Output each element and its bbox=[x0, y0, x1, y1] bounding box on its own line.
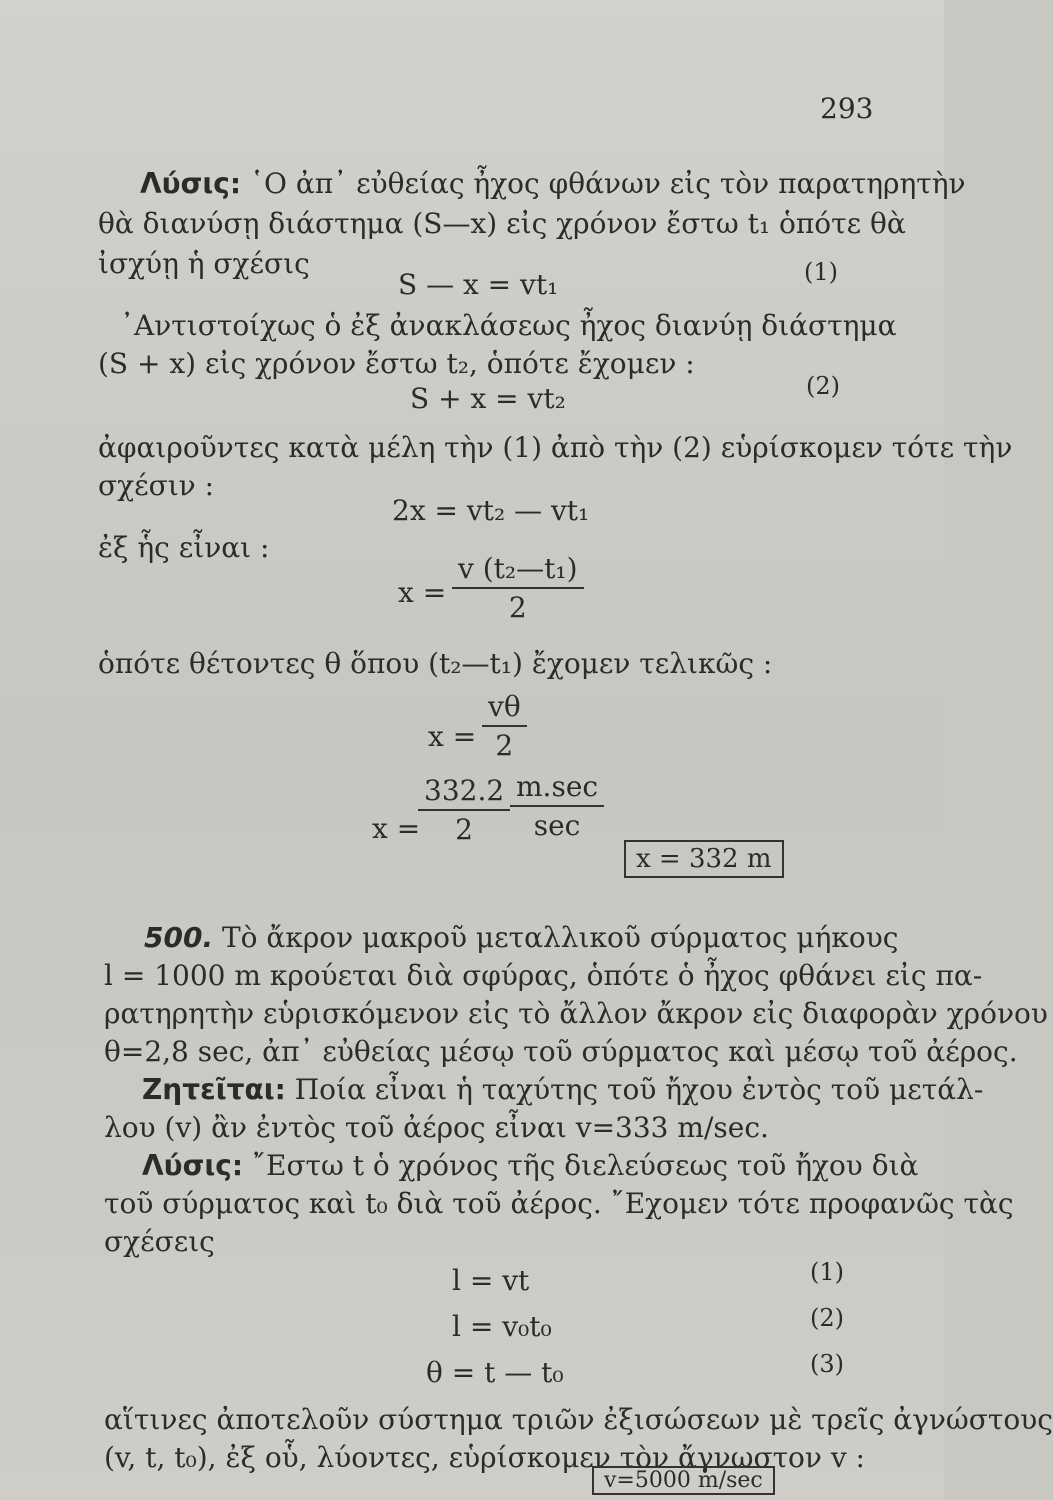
solution2-equation-3-tag: (3) bbox=[810, 1350, 844, 1378]
equation-6-numerator-2: m.sec bbox=[516, 770, 599, 803]
asked-label: Ζητεῖται: bbox=[142, 1073, 286, 1106]
equation-6-lhs: x = bbox=[372, 812, 421, 845]
result-box-2: v=5000 m/sec bbox=[592, 1466, 775, 1495]
solution2-line5: (v, t, t₀), ἐξ οὗ, λύοντες, εὑρίσκομεν τὸν ἄγνωστον v : bbox=[104, 1441, 865, 1474]
solution1-line9: ὁπότε θέτοντες θ ὅπου (t₂—t₁) ἔχομεν τελικῶς : bbox=[98, 647, 773, 680]
equation-1: S — x = vt₁ bbox=[398, 268, 559, 301]
problem500-text5: Ποία εἶναι ἡ ταχύτης τοῦ ἤχου ἐντὸς τοῦ μετάλ- bbox=[294, 1073, 984, 1106]
solution2-equation-1-tag: (1) bbox=[810, 1258, 844, 1286]
equation-6-denominator-1: 2 bbox=[455, 813, 473, 846]
problem-number: 500. bbox=[144, 921, 214, 954]
equation-4-lhs: x = bbox=[398, 576, 447, 609]
equation-4-numerator: v (t₂—t₁) bbox=[458, 552, 578, 585]
solution2-line2: τοῦ σύρματος καὶ t₀ διὰ τοῦ ἀέρος. ῎Εχομεν τότε προφανῶς τὰς bbox=[104, 1187, 1014, 1220]
solution1-line5: (S + x) εἰς χρόνον ἔστω t₂, ὁπότε ἔχομεν : bbox=[98, 347, 695, 380]
problem500-line6: λου (v) ἂν ἐντὸς τοῦ ἀέρος εἶναι v=333 m/sec. bbox=[104, 1111, 769, 1144]
solution2-line4: αἵτινες ἀποτελοῦν σύστημα τριῶν ἐξισώσεων μὲ τρεῖς ἀγνώστους bbox=[104, 1403, 1053, 1436]
equation-1-tag: (1) bbox=[804, 258, 838, 286]
solution2-equation-2: l = v₀t₀ bbox=[452, 1310, 552, 1343]
equation-3: 2x = vt₂ — vt₁ bbox=[392, 494, 590, 527]
equation-5-denominator: 2 bbox=[495, 729, 514, 762]
result-box-1: x = 332 m bbox=[624, 840, 784, 878]
equation-6-denominator-2: sec bbox=[533, 809, 581, 842]
equation-6-fraction-2 bbox=[510, 770, 604, 842]
solution2-line1 bbox=[142, 1150, 918, 1182]
solution2-line3: σχέσεις bbox=[104, 1225, 215, 1258]
solution-label: Λύσις: bbox=[142, 1149, 244, 1182]
solution2-text1: ῎Εστω t ὁ χρόνος τῆς διελεύσεως τοῦ ἤχου διὰ bbox=[252, 1149, 919, 1182]
solution1-line6: ἀφαιροῦντες κατὰ μέλη τὴν (1) ἀπὸ τὴν (2) εὑρίσκομεν τότε τὴν bbox=[98, 431, 1013, 464]
solution1-text1: ῾Ο ἀπ᾿ εὐθείας ἦχος φθάνων εἰς τὸν παρατηρητὴν bbox=[250, 167, 966, 200]
equation-5-numerator: vθ bbox=[488, 690, 521, 723]
solution1-line3: ἰσχύῃ ἡ σχέσις bbox=[98, 247, 310, 280]
problem500-line3: ρατηρητὴν εὑρισκόμενον εἰς τὸ ἄλλον ἄκρον εἰς διαφορὰν χρόνου bbox=[104, 997, 1048, 1030]
equation-6-numerator-1: 332.2 bbox=[424, 774, 505, 807]
equation-5-lhs: x = bbox=[428, 720, 477, 753]
equation-4-denominator: 2 bbox=[508, 591, 527, 624]
problem500-line5 bbox=[142, 1074, 983, 1106]
solution2-equation-3: θ = t — t₀ bbox=[426, 1356, 564, 1389]
problem500-line2: l = 1000 m κρούεται διὰ σφύρας, ὁπότε ὁ ἦχος φθάνει εἰς πα- bbox=[104, 959, 983, 992]
solution1-line1 bbox=[140, 168, 966, 200]
problem500-text1: Τὸ ἄκρον μακροῦ μεταλλικοῦ σύρματος μήκους bbox=[222, 921, 899, 954]
page-number: 293 bbox=[820, 92, 874, 125]
solution2-equation-1: l = vt bbox=[452, 1264, 530, 1297]
equation-2-tag: (2) bbox=[806, 372, 840, 400]
equation-6-fraction-1 bbox=[418, 774, 510, 846]
solution1-line8: ἐξ ἧς εἶναι : bbox=[98, 531, 270, 564]
solution2-equation-2-tag: (2) bbox=[810, 1304, 844, 1332]
solution1-line2: θὰ διανύσῃ διάστημα (S—x) εἰς χρόνον ἔστω t₁ ὁπότε θὰ bbox=[98, 207, 906, 240]
solution-label: Λύσις: bbox=[140, 167, 242, 200]
solution1-line4: ᾿Αντιστοίχως ὁ ἐξ ἀνακλάσεως ἦχος διανύῃ διάστημα bbox=[120, 309, 897, 342]
equation-4-fraction bbox=[452, 552, 584, 624]
problem500-line4: θ=2,8 sec, ἀπ᾿ εὐθείας μέσῳ τοῦ σύρματος καὶ μέσῳ τοῦ ἀέρος. bbox=[104, 1035, 1018, 1068]
solution1-line7: σχέσιν : bbox=[98, 469, 215, 502]
equation-2: S + x = vt₂ bbox=[410, 382, 566, 415]
problem500-line1 bbox=[144, 922, 898, 954]
equation-5-fraction bbox=[482, 690, 527, 762]
